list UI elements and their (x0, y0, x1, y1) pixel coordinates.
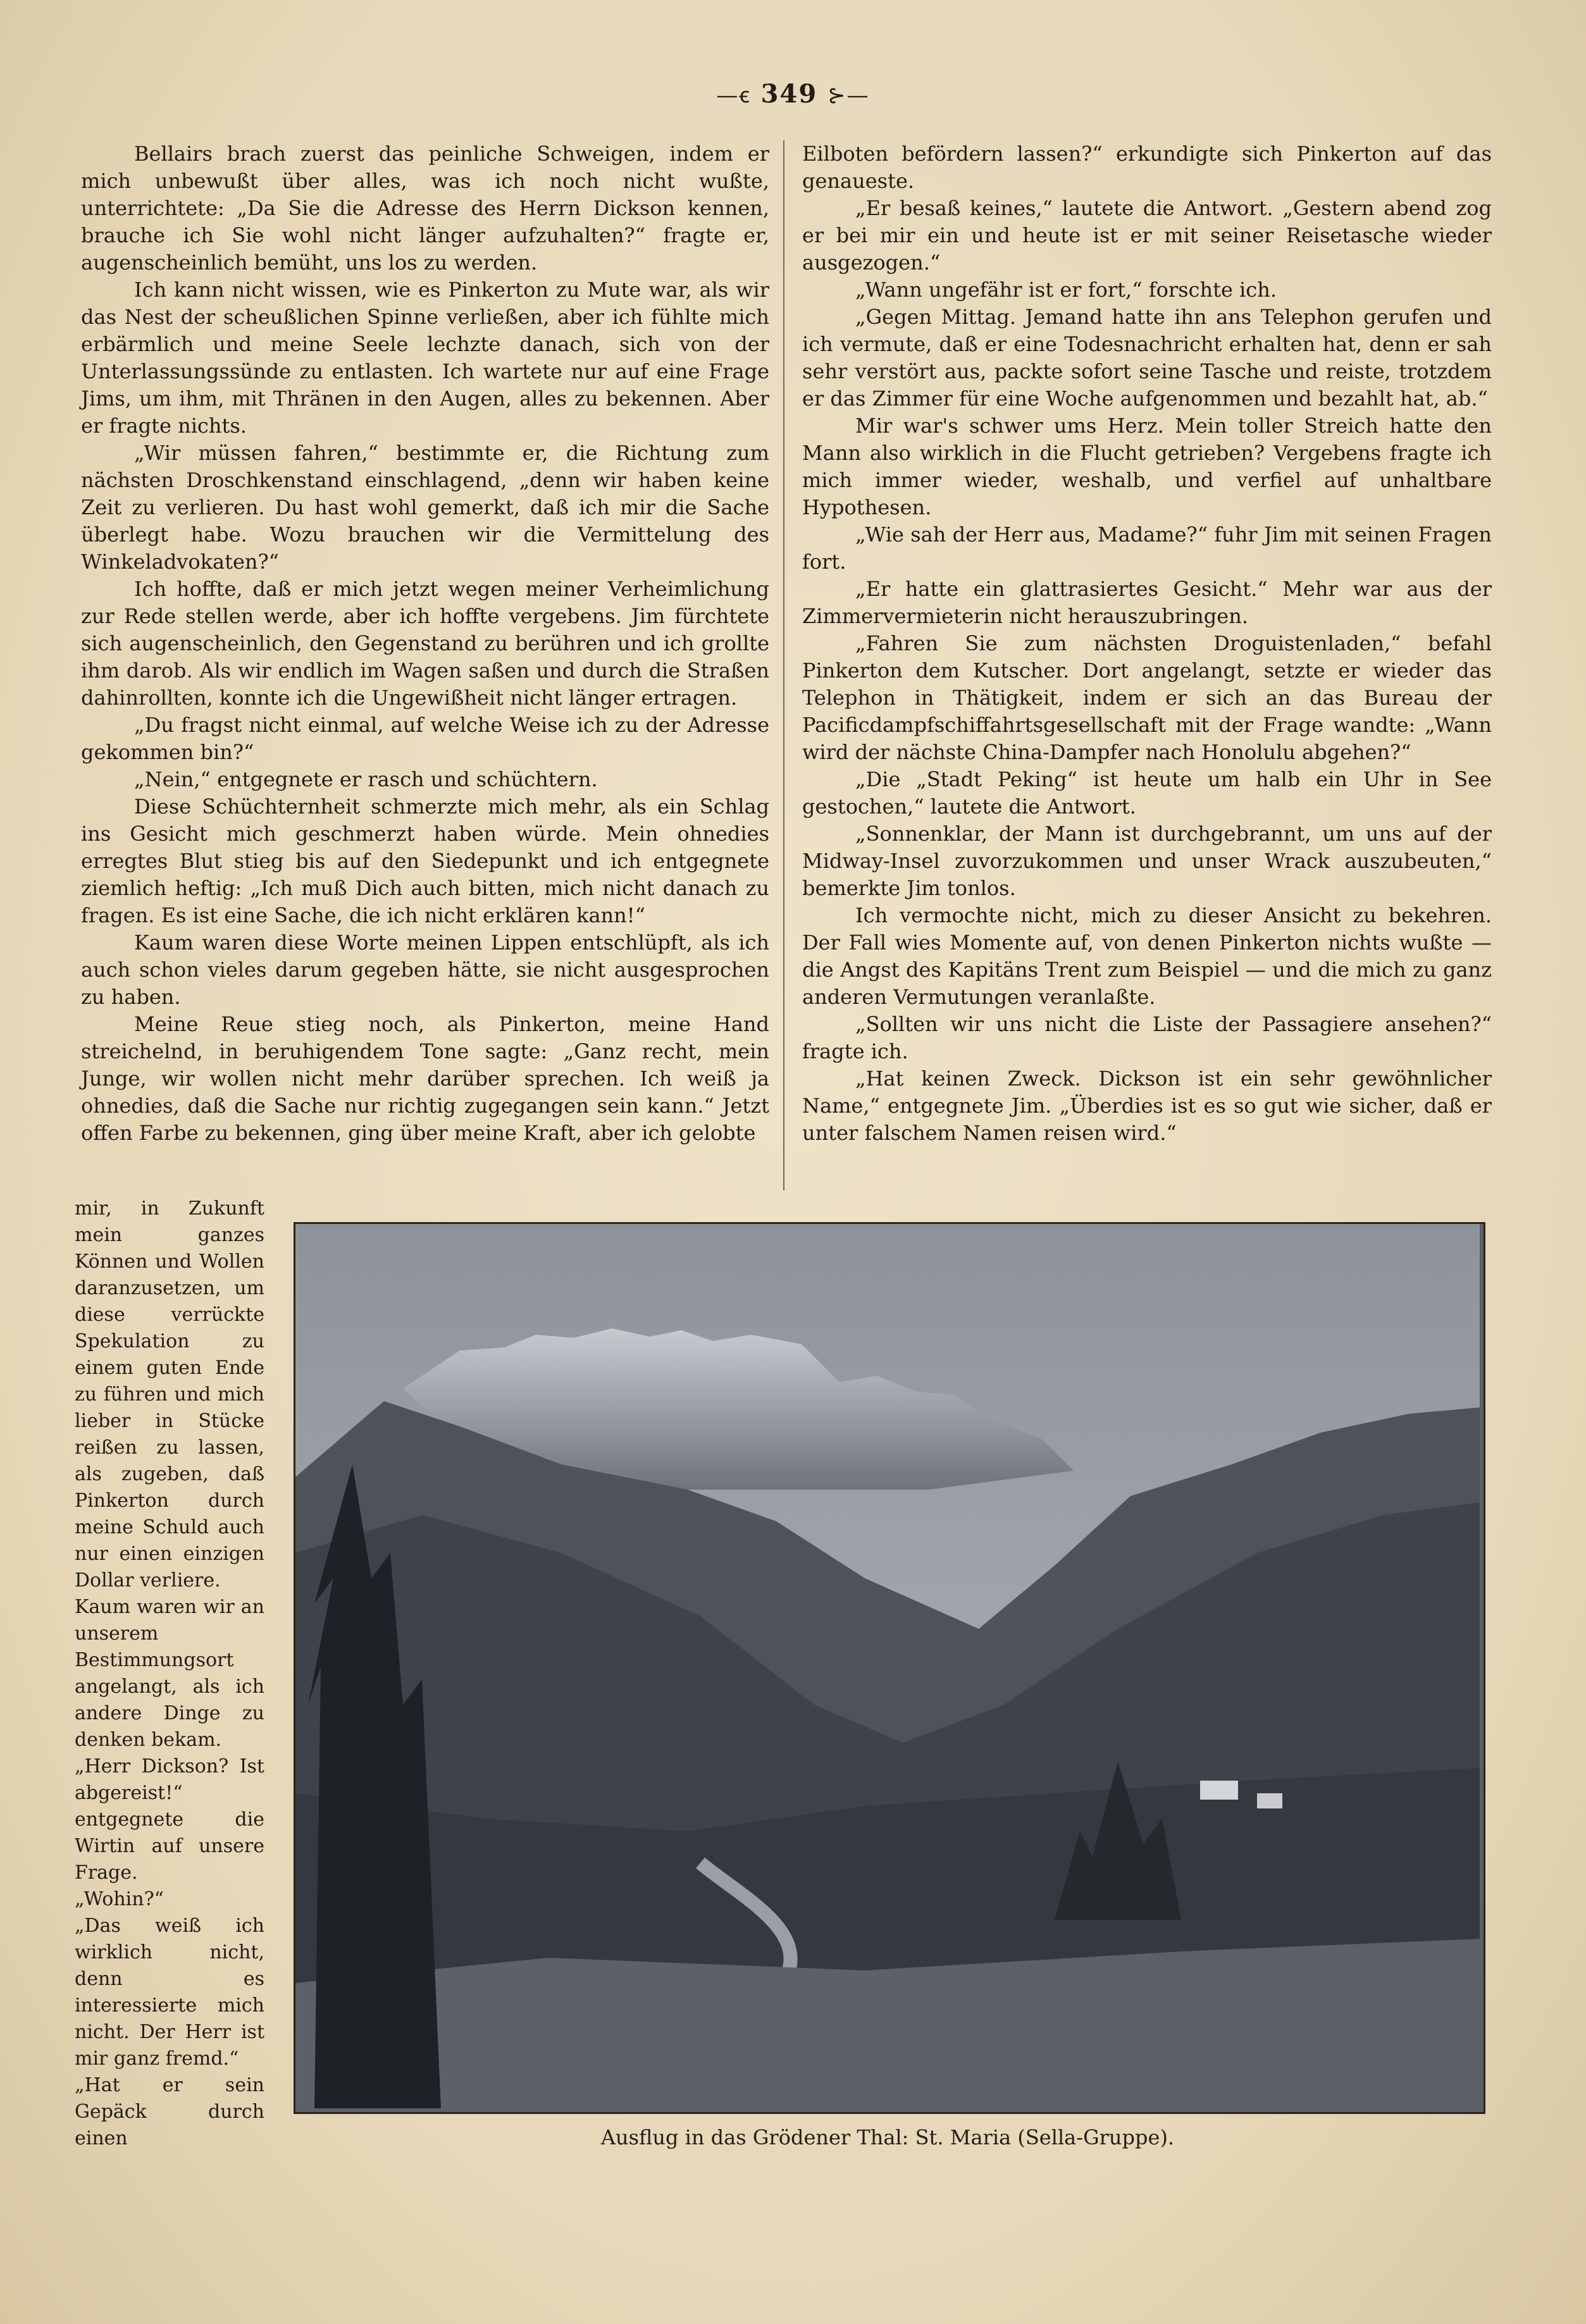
paragraph: „Er besaß keines,“ lautete die Antwort. „Gestern abend zog er bei mir ein und heute ist er mit seiner Reisetasche wieder ausgezogen.“ (802, 196, 1492, 275)
paragraph: „Sonnenklar, der Mann ist durchgebrannt, um uns auf der Midway-Insel zuvorzukommen und unser Wrack auszubeuten,“ bemerkte Jim tonlos. (802, 822, 1492, 900)
right-column (802, 140, 1492, 1147)
paragraph: Ich hoffte, daß er mich jetzt wegen meiner Verheimlichung zur Rede stellen werde, aber ich hoffte vergebens. Jim fürchtete sich augenscheinlich, den Gegenstand zu berühren und ich grollte ihm darob. Als wir endlich im Wagen saßen und durch die Straßen dahinrollten, konnte ich die Ungewißheit nicht länger ertragen. (81, 577, 769, 710)
paragraph: Kaum waren diese Worte meinen Lippen entschlüpft, als ich auch schon vieles darum gegeben hätte, sie nicht ausgesprochen zu haben. (81, 930, 769, 1009)
paragraph: Meine Reue stieg noch, als Pinkerton, meine Hand streichelnd, in beruhigendem Tone sagte: „Ganz recht, mein Junge, wir wollen nicht mehr darüber sprechen. Ich weiß ja ohnedies, daß die Sache nur richtig zugegangen sein kann.“ Jetzt offen Farbe zu bekennen, ging über meine Kraft, aber ich gelobte (81, 1012, 769, 1145)
paragraph: Bellairs brach zuerst das peinliche Schweigen, indem er mich unbewußt über alles, was ich noch nicht wußte, unterrichtete: „Da Sie die Adresse des Herrn Dickson kennen, brauche ich Sie wohl nicht länger aufzuhalten?“ fragte er, augenscheinlich bemüht, uns los zu werden. (81, 142, 769, 275)
paragraph: „Sollten wir uns nicht die Liste der Passagiere ansehen?“ fragte ich. (802, 1012, 1492, 1063)
page-header (0, 79, 1586, 109)
paragraph: „Gegen Mittag. Jemand hatte ihn ans Telephon gerufen und ich vermute, daß er eine Todesnachricht erhalten hat, denn er sah sehr verstört aus, packte sofort seine Tasche und reiste, trotzdem er das Zimmer für eine Woche aufgenommen und bezahlt hat, ab.“ (802, 305, 1492, 411)
paragraph: Mir war's schwer ums Herz. Mein toller Streich hatte den Mann also wirklich in die Flucht getrieben? Vergebens fragte ich mich immer wieder, weshalb, und verfiel auf unhaltbare Hypothesen. (802, 414, 1492, 519)
paragraph: „Wann ungefähr ist er fort,“ forschte ich. (855, 278, 1277, 302)
left-column (81, 140, 769, 1147)
paragraph: „Herr Dickson? Ist abgereist!“ entgegnete die Wirtin auf unsere Frage. (75, 1755, 264, 1884)
column-divider (783, 140, 784, 1190)
paragraph: „Die „Stadt Peking“ ist heute um halb ein Uhr in See gestochen,“ lautete die Antwort. (802, 767, 1492, 819)
paragraph: „Fahren Sie zum nächsten Droguistenladen,“ befahl Pinkerton dem Kutscher. Dort angelangt, setzte er wieder das Telephon in Thätigkeit, indem er sich an das Bureau der Pacificdampfschiffahrtsgesellschaft mit der Frage wandte: „Wann wird der nächste China-Dampfer nach Honolulu abgehen?“ (802, 631, 1492, 764)
paragraph: Kaum waren wir an unserem Bestimmungsort angelangt, als ich andere Dinge zu denken bekam. (75, 1596, 264, 1751)
paragraph: „Wie sah der Herr aus, Madame?“ fuhr Jim mit seinen Fragen fort. (802, 522, 1492, 574)
ornament-right: ⊱— (827, 83, 870, 108)
paragraph: Ich vermochte nicht, mich zu dieser Ansicht zu bekehren. Der Fall wies Momente auf, von denen Pinkerton nichts wußte — die Angst des Kapitäns Trent zum Beispiel — und die mich zu ganz anderen Vermutungen veranlaßte. (802, 903, 1492, 1009)
paragraph: „Hat keinen Zweck. Dickson ist ein sehr gewöhnlicher Name,“ entgegnete Jim. „Überdies ist es so gut wie sicher, daß er unter falschem Namen reisen wird.“ (802, 1066, 1492, 1145)
paragraph: „Er hatte ein glattrasiertes Gesicht.“ Mehr war aus der Zimmervermieterin nicht herauszubringen. (802, 577, 1492, 628)
paragraph: „Hat er sein Gepäck durch einen (75, 2074, 264, 2149)
paragraph: „Wir müssen fahren,“ bestimmte er, die Richtung zum nächsten Droschkenstand einschlagend, „denn wir haben keine Zeit zu verlieren. Du hast wohl gemerkt, daß ich mir die Sache überlegt habe. Wozu brauchen wir die Vermittelung des Winkeladvokaten?“ (81, 441, 769, 574)
ornament-left: —ꞓ (716, 83, 751, 108)
paragraph: „Das weiß ich wirklich nicht, denn es interessierte mich nicht. Der Herr ist mir ganz fremd.“ (75, 1915, 264, 2070)
paragraph: „Du fragst nicht einmal, auf welche Weise ich zu der Adresse gekommen bin?“ (81, 713, 769, 764)
narrow-left-column (75, 1196, 264, 2152)
paragraph: mir, in Zukunft mein ganzes Können und Wollen daranzusetzen, um diese verrückte Spekulation zu einem guten Ende zu führen und mich lieber in Stücke reißen zu lassen, als zugeben, daß Pinkerton durch meine Schuld auch nur einen einzigen Dollar verliere. (75, 1197, 264, 1592)
landscape-photograph (294, 1222, 1485, 2114)
paragraph: „Wohin?“ (75, 1888, 164, 1910)
page-number: 349 (760, 79, 818, 109)
paragraph: Ich kann nicht wissen, wie es Pinkerton zu Mute war, als wir das Nest der scheußlichen Spinne verließen, aber ich fühlte mich erbärmlich und meine Seele lechzte danach, sich von der Unterlassungssünde zu entlasten. Ich wartete nur auf eine Frage Jims, um ihm, mit Thränen in den Augen, alles zu bekennen. Aber er fragte nichts. (81, 278, 769, 438)
paragraph: Diese Schüchternheit schmerzte mich mehr, als ein Schlag ins Gesicht mich geschmerzt haben würde. Mein ohnedies erregtes Blut stieg bis auf den Siedepunkt und ich entgegnete ziemlich heftig: „Ich muß Dich auch bitten, mich nicht danach zu fragen. Es ist eine Sache, die ich nicht erklären kann!“ (81, 794, 769, 927)
paragraph: Eilboten befördern lassen?“ erkundigte sich Pinkerton auf das genaueste. (802, 142, 1492, 193)
figure-caption: Ausflug in das Grödener Thal: St. Maria (Sella-Gruppe). (600, 2125, 1175, 2149)
paragraph: „Nein,“ entgegnete er rasch und schüchtern. (134, 767, 598, 791)
